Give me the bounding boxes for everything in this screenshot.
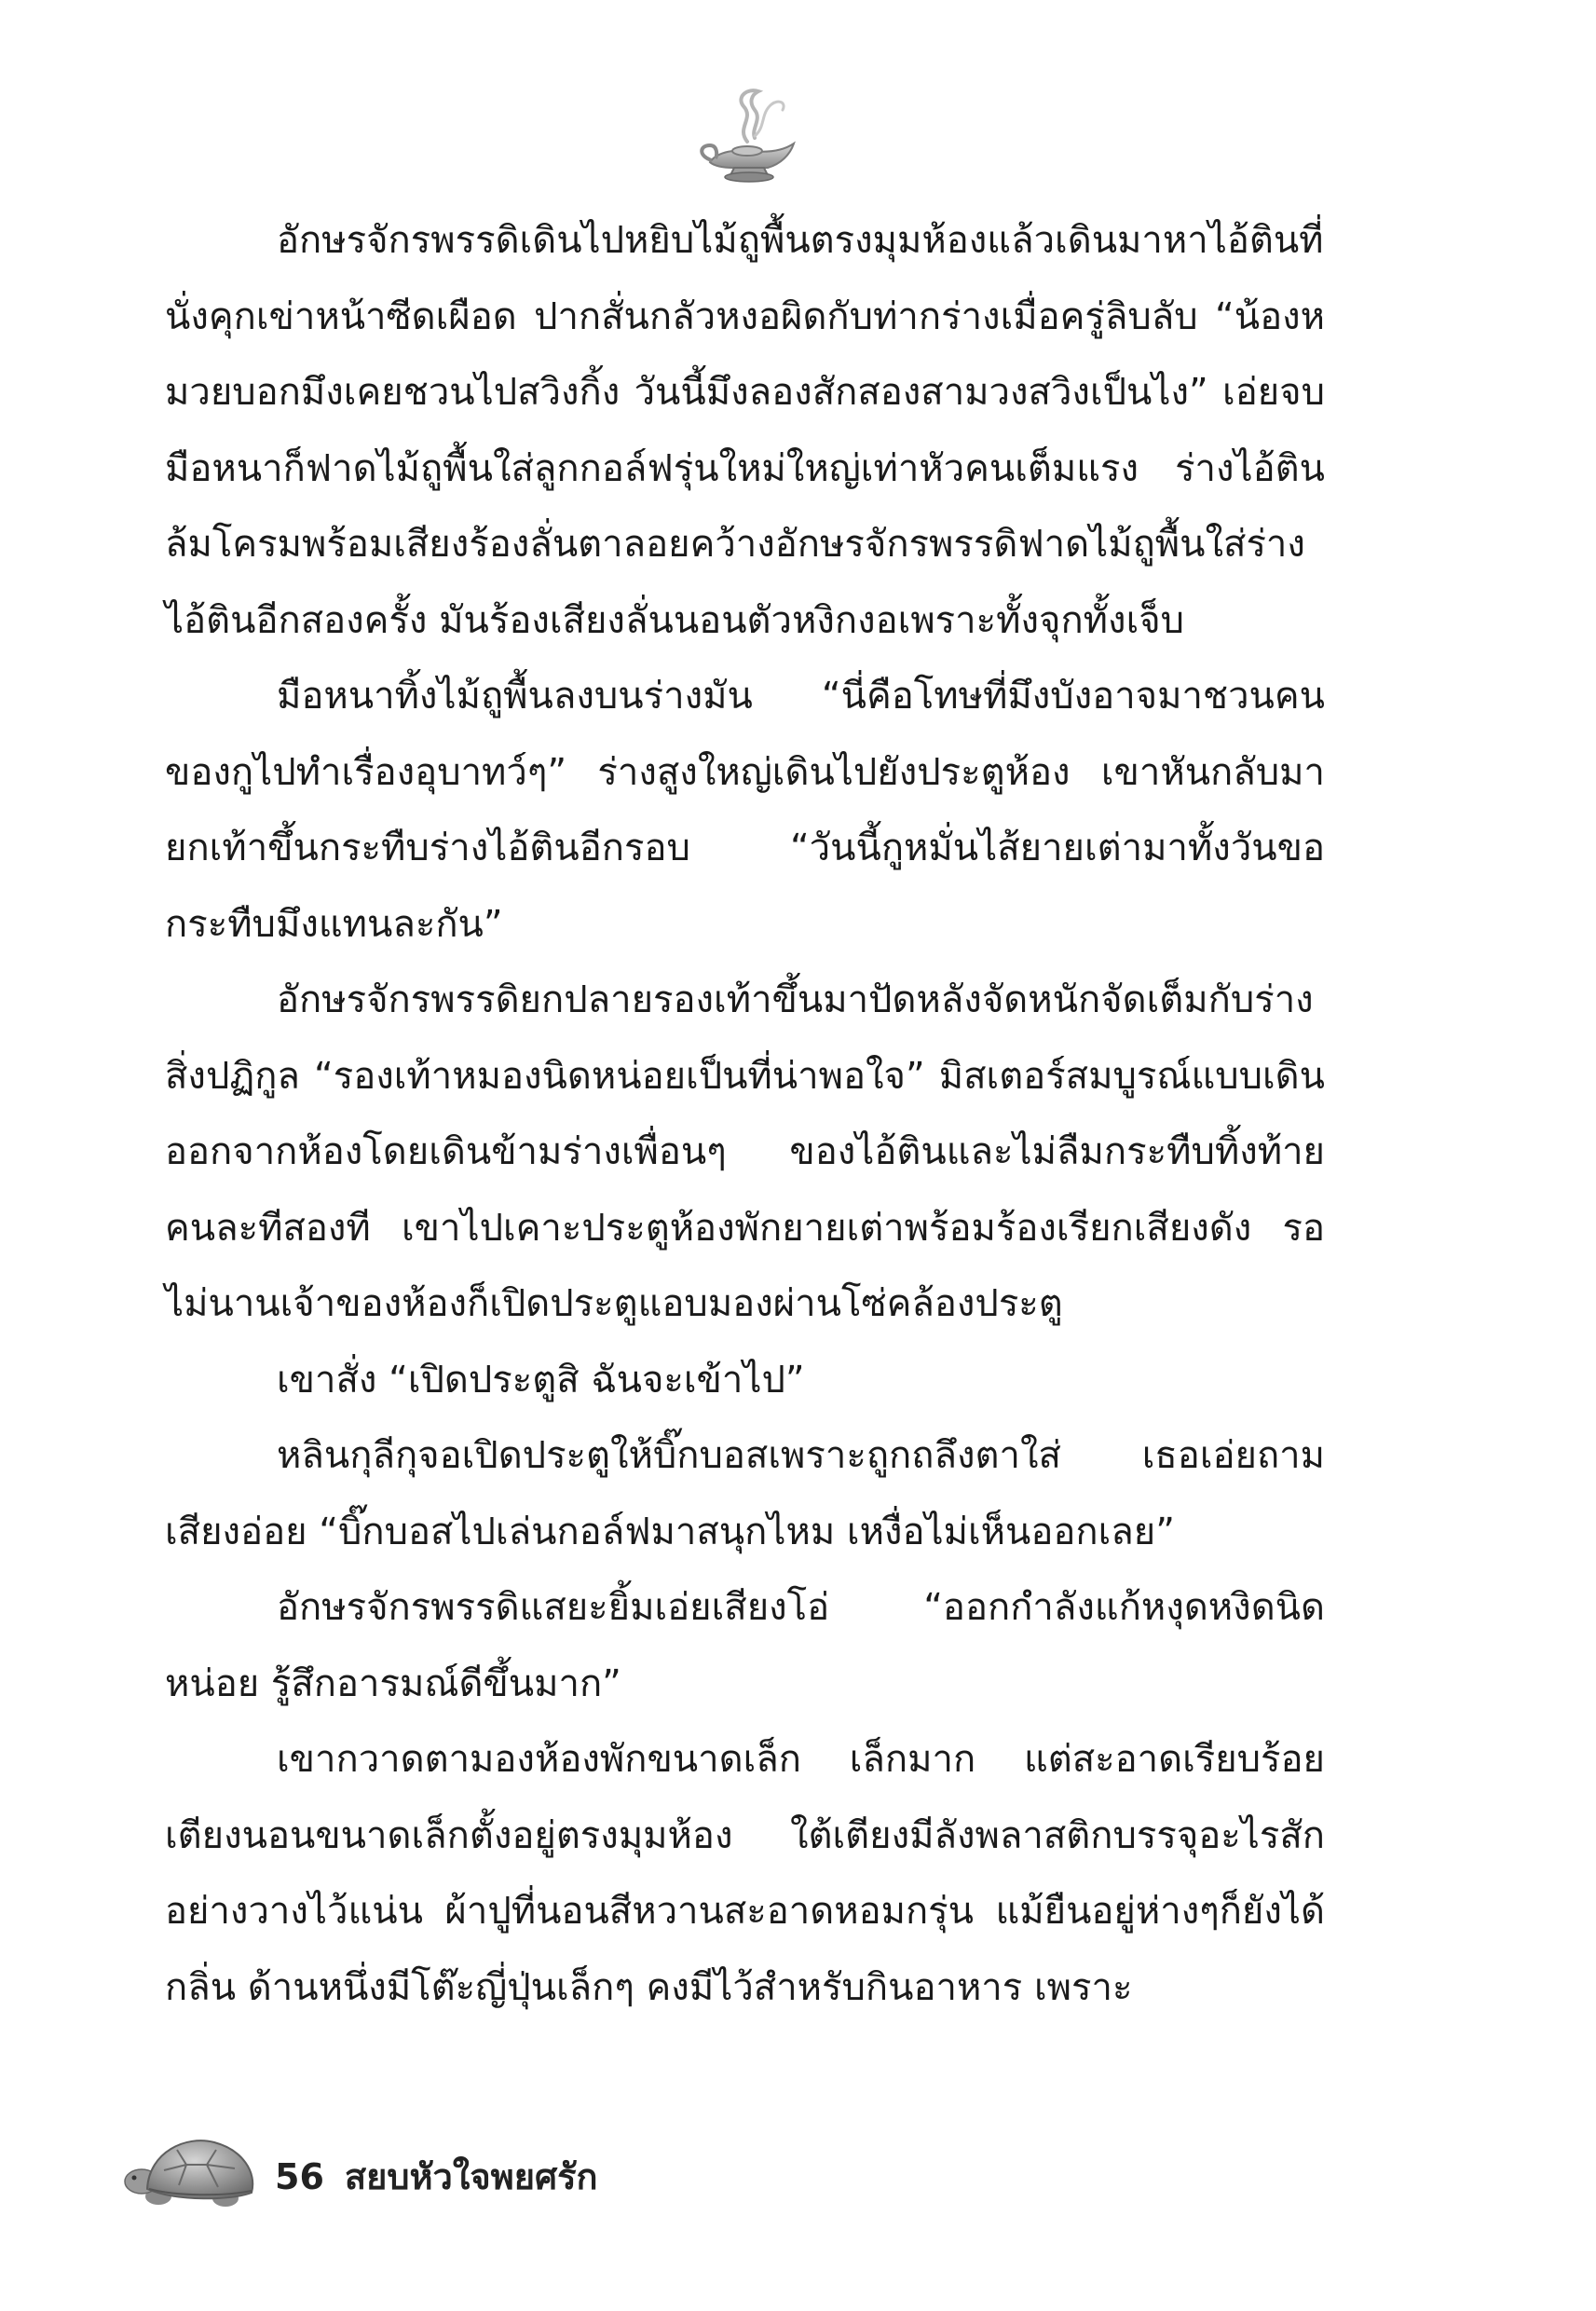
footer-text xyxy=(275,2148,598,2205)
page-footer xyxy=(121,2111,773,2232)
body-text xyxy=(165,203,1325,2026)
paragraph: หลินกุลีกุจอเปิดประตูให้บิ๊กบอสเพราะถูกถลึงตาใส่ เธอเอ่ยถามเสียงอ่อย “บิ๊กบอสไปเล่นกอล์ฟมาสนุกไหม เหงื่อไม่เห็นออกเลย” xyxy=(165,1434,1325,1553)
turtle-icon xyxy=(121,2111,275,2222)
paragraph: มือหนาทิ้งไม้ถูพื้นลงบนร่างมัน “นี่คือโทษที่มึงบังอาจมาชวนคนของกูไปทำเรื่องอุบาทว์ๆ” ร่างสูงใหญ่เดินไปยังประตูห้อง เขาหันกลับมายกเท้าขึ้นกระทืบร่างไอ้ตินอีกรอบ “วันนี้กูหมั่นไส้ยายเต่ามาทั้งวันขอกระทืบมึงแทนละกัน” xyxy=(165,675,1325,946)
paragraph: อักษรจักรพรรดิแสยะยิ้มเอ่ยเสียงโอ่ “ออกกำลังแก้หงุดหงิดนิดหน่อย รู้สึกอารมณ์ดีขึ้นมาก” xyxy=(165,1586,1325,1705)
paragraph: เขาสั่ง “เปิดประตูสิ ฉันจะเข้าไป” xyxy=(277,1358,805,1402)
book-title: สยบหัวใจพยศรัก xyxy=(344,2156,598,2197)
genie-lamp-icon xyxy=(689,76,811,198)
paragraph: อักษรจักรพรรดิเดินไปหยิบไม้ถูพื้นตรงมุมห้องแล้วเดินมาหาไอ้ตินที่นั่งคุกเข่าหน้าซีดเผือด ปากสั่นกลัวหงอผิดกับท่ากร่างเมื่อครู่ลิบลับ “น้องหมวยบอกมึงเคยชวนไปสวิงกิ้ง วันนี้มึงลองสักสองสามวงสวิงเป็นไง” เอ่ยจบมือหนาก็ฟาดไม้ถูพื้นใส่ลูกกอล์ฟรุ่นใหม่ใหญ่เท่าหัวคนเต็มแรง ร่างไอ้ตินล้มโครมพร้อมเสียงร้องลั่นตาลอยคว้างอักษรจักรพรรดิฟาดไม้ถูพื้นใส่ร่างไอ้ตินอีกสองครั้ง มันร้องเสียงลั่นนอนตัวหงิกงอเพราะทั้งจุกทั้งเจ็บ xyxy=(165,219,1325,642)
page-number: 56 xyxy=(275,2156,324,2197)
paragraph: เขากวาดตามองห้องพักขนาดเล็ก เล็กมาก แต่สะอาดเรียบร้อยเตียงนอนขนาดเล็กตั้งอยู่ตรงมุมห้อง ใต้เตียงมีลังพลาสติกบรรจุอะไรสักอย่างวางไว้แน่น ผ้าปูที่นอนสีหวานสะอาดหอมกรุ่น แม้ยืนอยู่ห่างๆก็ยังได้กลิ่น ด้านหนึ่งมีโต๊ะญี่ปุ่นเล็กๆ คงมีไว้สำหรับกินอาหาร เพราะ xyxy=(165,1738,1325,2009)
paragraph: อักษรจักรพรรดิยกปลายรองเท้าขึ้นมาปัดหลังจัดหนักจัดเต็มกับร่างสิ่งปฏิกูล “รองเท้าหมองนิดหน่อยเป็นที่น่าพอใจ” มิสเตอร์สมบูรณ์แบบเดินออกจากห้องโดยเดินข้ามร่างเพื่อนๆ ของไอ้ตินและไม่ลืมกระทืบทิ้งท้ายคนละทีสองที เขาไปเคาะประตูห้องพักยายเต่าพร้อมร้องเรียกเสียงดัง รอไม่นานเจ้าของห้องก็เปิดประตูแอบมองผ่านโซ่คล้องประตู xyxy=(165,978,1325,1325)
